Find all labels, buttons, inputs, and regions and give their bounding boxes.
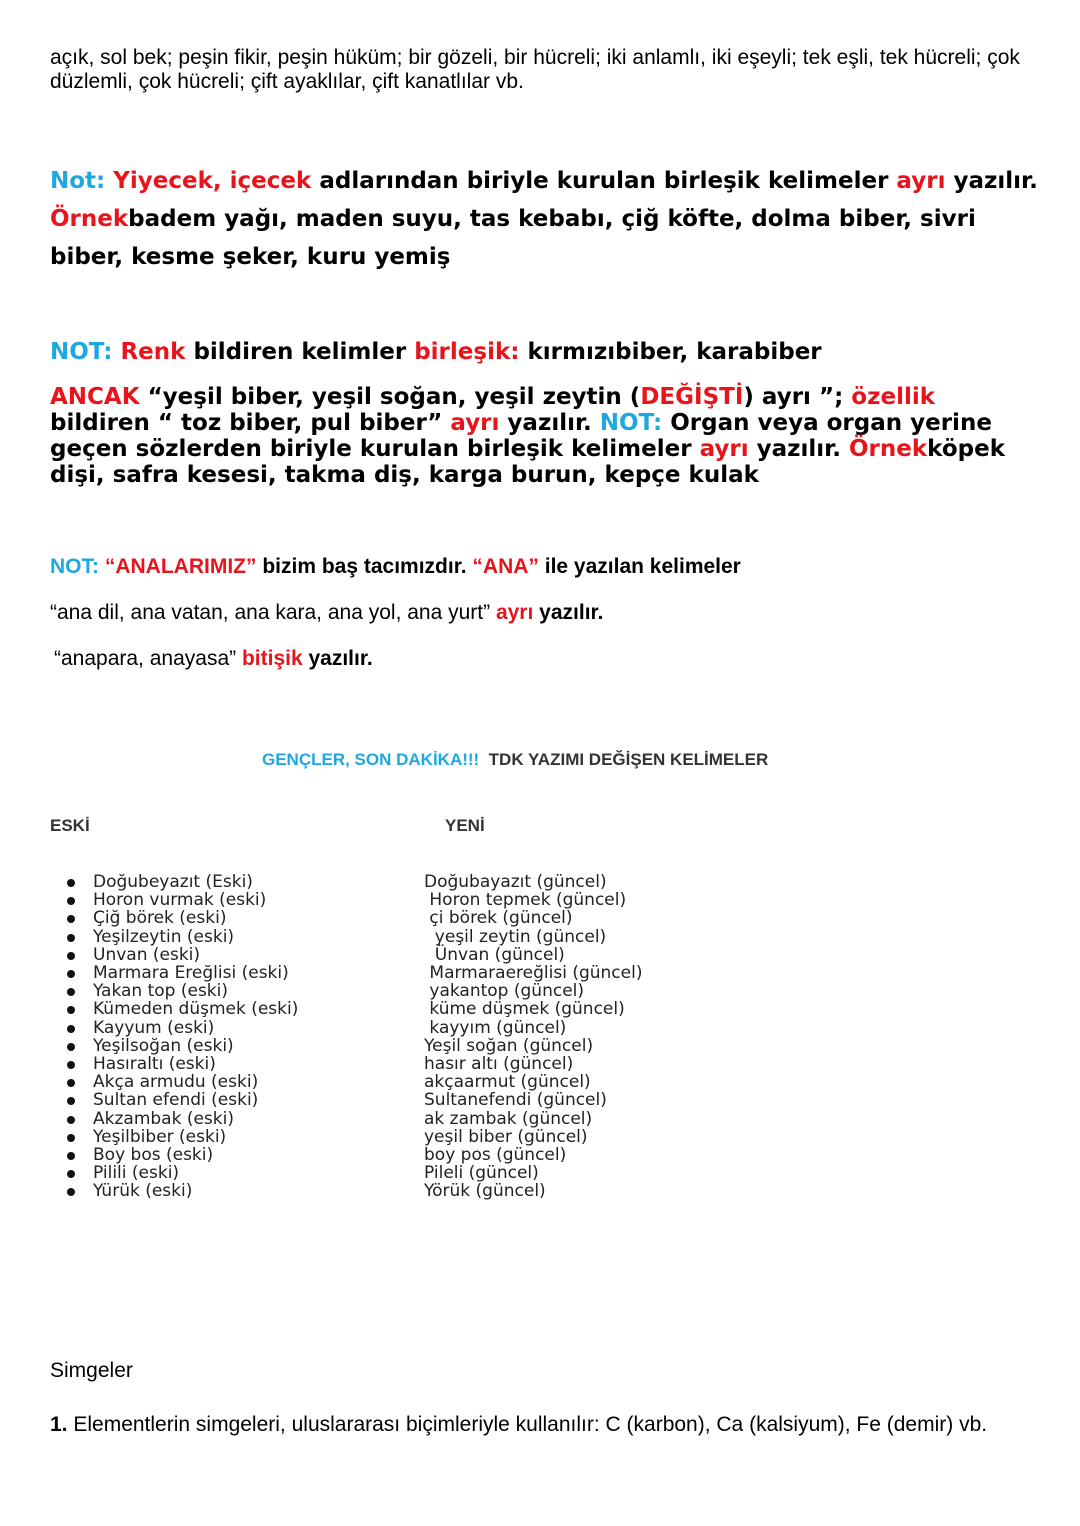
list-item xyxy=(424,873,642,891)
old-word: Marmara Ereğlisi (eski) xyxy=(93,963,289,984)
list-item xyxy=(50,1055,298,1073)
old-word: Akça armudu (eski) xyxy=(93,1072,259,1093)
ozellik-highlight: özellik xyxy=(851,384,936,410)
new-word: Sultanefendi (güncel) xyxy=(424,1090,607,1111)
new-word: Yörük (güncel) xyxy=(424,1181,546,1202)
note-text: ile yazılan kelimeler xyxy=(538,555,741,578)
bullet-icon xyxy=(67,1152,75,1160)
old-word: Çiğ börek (eski) xyxy=(93,908,227,929)
list-item xyxy=(50,1019,298,1037)
note-text: bildiren “ toz biber, pul biber” xyxy=(50,410,451,436)
bullet-icon xyxy=(67,1043,75,1051)
ana-separate-line xyxy=(50,600,603,626)
old-word: Pilili (eski) xyxy=(93,1163,180,1184)
note-food-compounds xyxy=(50,162,1040,276)
list-item xyxy=(424,1146,642,1164)
old-word: Yeşilbiber (eski) xyxy=(93,1126,227,1147)
note-ana-words xyxy=(50,554,1040,580)
list-item xyxy=(424,1019,642,1037)
note-label: NOT: xyxy=(599,410,663,436)
list-item xyxy=(424,1128,642,1146)
old-word: Doğubeyazıt (Eski) xyxy=(93,872,253,892)
new-word: ak zambak (güncel) xyxy=(424,1108,593,1129)
bullet-icon xyxy=(67,970,75,978)
bullet-icon xyxy=(67,988,75,996)
note-text: bizim baş tacımızdır. xyxy=(256,555,473,578)
note-label: NOT: xyxy=(50,339,113,365)
ancak-label: ANCAK xyxy=(50,384,140,410)
new-word: Marmaraereğlisi (güncel) xyxy=(424,963,643,984)
bullet-icon xyxy=(67,1170,75,1178)
old-word: Boy bos (eski) xyxy=(93,1145,214,1166)
old-word: Unvan (eski) xyxy=(93,944,201,965)
list-item xyxy=(424,1091,642,1109)
ayri-highlight: ayrı xyxy=(699,436,749,462)
simgeler-title: Simgeler xyxy=(50,1359,133,1382)
note-text: adlarından biriyle kurulan birleşik kelimeler xyxy=(311,168,897,194)
list-item xyxy=(424,964,642,982)
old-word: Akzambak (eski) xyxy=(93,1108,234,1129)
new-word: küme düşmek (güncel) xyxy=(424,999,625,1020)
note-label: NOT: xyxy=(50,555,99,578)
list-item xyxy=(424,1164,642,1182)
new-word: kayyım (güncel) xyxy=(424,1017,567,1038)
old-word: Kayyum (eski) xyxy=(93,1017,215,1038)
note-examples: badem yağı, maden suyu, tas kebabı, çiğ köfte, dolma biber, sivri biber, kesme şeker, kuru yemiş xyxy=(50,206,976,270)
ana-joined-line xyxy=(54,646,373,672)
rule-text: Elementlerin simgeleri, uluslararası biçimleriyle kullanılır: C (karbon), Ca (kalsiyum), Fe (demir) vb. xyxy=(67,1413,988,1436)
list-item xyxy=(424,946,642,964)
new-word: boy pos (güncel) xyxy=(424,1145,567,1166)
new-word: akçaarmut (güncel) xyxy=(424,1072,591,1093)
list-item xyxy=(50,1037,298,1055)
note-examples: kırmızıbiber, karabiber xyxy=(519,339,822,365)
new-word: yeşil biber (güncel) xyxy=(424,1126,588,1147)
old-word: Yürük (eski) xyxy=(93,1181,193,1202)
analarimiz-highlight: “ANALARIMIZ” xyxy=(104,555,257,578)
list-item xyxy=(424,982,642,1000)
list-item xyxy=(50,1091,298,1109)
list-item xyxy=(424,909,642,927)
bullet-icon xyxy=(67,1079,75,1087)
new-word: Pileli (güncel) xyxy=(424,1163,539,1184)
list-item xyxy=(50,1164,298,1182)
column-header-new: YENİ xyxy=(445,816,485,835)
new-words-list xyxy=(424,873,642,1201)
note-text: ) ayrı ”; xyxy=(743,384,852,410)
list-item xyxy=(424,928,642,946)
list-item xyxy=(50,1182,298,1200)
bullet-icon xyxy=(67,1006,75,1014)
new-word: çi börek (güncel) xyxy=(424,908,573,929)
bullet-icon xyxy=(67,952,75,960)
old-word: Kümeden düşmek (eski) xyxy=(93,999,299,1020)
note-color-compounds xyxy=(50,336,1040,368)
old-word: Yeşilsoğan (eski) xyxy=(93,1035,234,1056)
heading-gray: TDK YAZIMI DEĞİŞEN KELİMELER xyxy=(488,750,769,769)
bullet-icon xyxy=(67,934,75,942)
old-words-list xyxy=(50,873,298,1201)
ayri-highlight: ayrı xyxy=(896,168,946,194)
note-text: “yeşil biber, yeşil soğan, yeşil zeytin ( xyxy=(139,384,641,410)
line-end: yazılır. xyxy=(533,601,604,624)
list-item xyxy=(424,1182,642,1200)
section-heading xyxy=(262,748,768,772)
bullet-icon xyxy=(67,1188,75,1196)
list-item xyxy=(424,891,642,909)
bullet-icon xyxy=(67,1097,75,1105)
list-item xyxy=(50,891,298,909)
list-item xyxy=(50,964,298,982)
bullet-icon xyxy=(67,1134,75,1142)
heading-blue: GENÇLER, SON DAKİKA!!! xyxy=(262,750,480,769)
intro-paragraph: açık, sol bek; peşin fikir, peşin hüküm; bir gözeli, bir hücreli; iki anlamlı, iki eşeyli; tek eşli, tek hücreli; çok düzlemli, çok hücreli; çift ayaklılar, çift kanatlılar vb. xyxy=(50,46,1020,93)
new-word: yakantop (güncel) xyxy=(424,981,585,1002)
bullet-icon xyxy=(67,879,75,887)
list-item xyxy=(50,1146,298,1164)
list-item xyxy=(424,1037,642,1055)
note-text: bildiren kelimler xyxy=(185,339,415,365)
column-header-old: ESKİ xyxy=(50,816,90,835)
degisti-highlight: DEĞİŞTİ xyxy=(640,384,744,410)
list-item xyxy=(424,1073,642,1091)
note-text: yazılır. xyxy=(499,410,600,436)
bullet-icon xyxy=(67,915,75,923)
ayri-highlight: ayrı xyxy=(450,410,500,436)
note-label: Not: xyxy=(50,168,106,194)
renk-highlight: Renk xyxy=(120,339,186,365)
list-item xyxy=(50,1000,298,1018)
rule-1 xyxy=(50,1412,987,1438)
old-word: Yakan top (eski) xyxy=(93,981,229,1002)
note-highlight: Yiyecek, içecek xyxy=(113,168,312,194)
note-text: yazılır. xyxy=(748,436,849,462)
list-item xyxy=(424,1055,642,1073)
list-item xyxy=(50,873,298,891)
ana-highlight: “ANA” xyxy=(472,555,539,578)
birlesik-highlight: birleşik: xyxy=(414,339,520,365)
ana-examples: “anapara, anayasa” xyxy=(54,647,242,670)
new-word: Ünvan (güncel) xyxy=(424,944,565,965)
bullet-icon xyxy=(67,1025,75,1033)
new-word: Yeşil soğan (güncel) xyxy=(424,1035,594,1056)
old-word: Yeşilzeytin (eski) xyxy=(93,926,235,947)
list-item xyxy=(424,1110,642,1128)
note-exceptions xyxy=(50,384,1040,488)
list-item xyxy=(424,1000,642,1018)
new-word: yeşil zeytin (güncel) xyxy=(424,926,607,947)
list-item xyxy=(50,982,298,1000)
old-word: Hasıraltı (eski) xyxy=(93,1054,216,1075)
ornek-label: Örnek xyxy=(50,206,129,232)
list-item xyxy=(50,1128,298,1146)
note-text: Organ veya organ yerine geçen sözlerden biriyle kurulan birleşik kelimeler xyxy=(50,410,992,462)
list-item xyxy=(50,928,298,946)
bullet-icon xyxy=(67,1116,75,1124)
old-word: Horon vurmak (eski) xyxy=(93,890,267,911)
bitisik-highlight: bitişik xyxy=(241,647,303,670)
note-text: yazılır. xyxy=(945,168,1038,194)
new-word: hasır altı (güncel) xyxy=(424,1054,574,1075)
ana-examples: “ana dil, ana vatan, ana kara, ana yol, ana yurt” xyxy=(50,601,496,624)
old-word: Sultan efendi (eski) xyxy=(93,1090,259,1111)
ornek-label: Örnek xyxy=(848,436,928,462)
new-word: Horon tepmek (güncel) xyxy=(424,890,627,911)
ayri-highlight: ayrı xyxy=(495,601,534,624)
list-item xyxy=(50,946,298,964)
line-end: yazılır. xyxy=(302,647,373,670)
rule-number: 1. xyxy=(50,1413,68,1436)
list-item xyxy=(50,909,298,927)
new-word: Doğubayazıt (güncel) xyxy=(424,872,607,892)
list-item xyxy=(50,1110,298,1128)
bullet-icon xyxy=(67,1061,75,1069)
bullet-icon xyxy=(67,897,75,905)
list-item xyxy=(50,1073,298,1091)
note-examples: köpek dişi, safra kesesi, takma diş, karga burun, kepçe kulak xyxy=(50,436,1005,488)
